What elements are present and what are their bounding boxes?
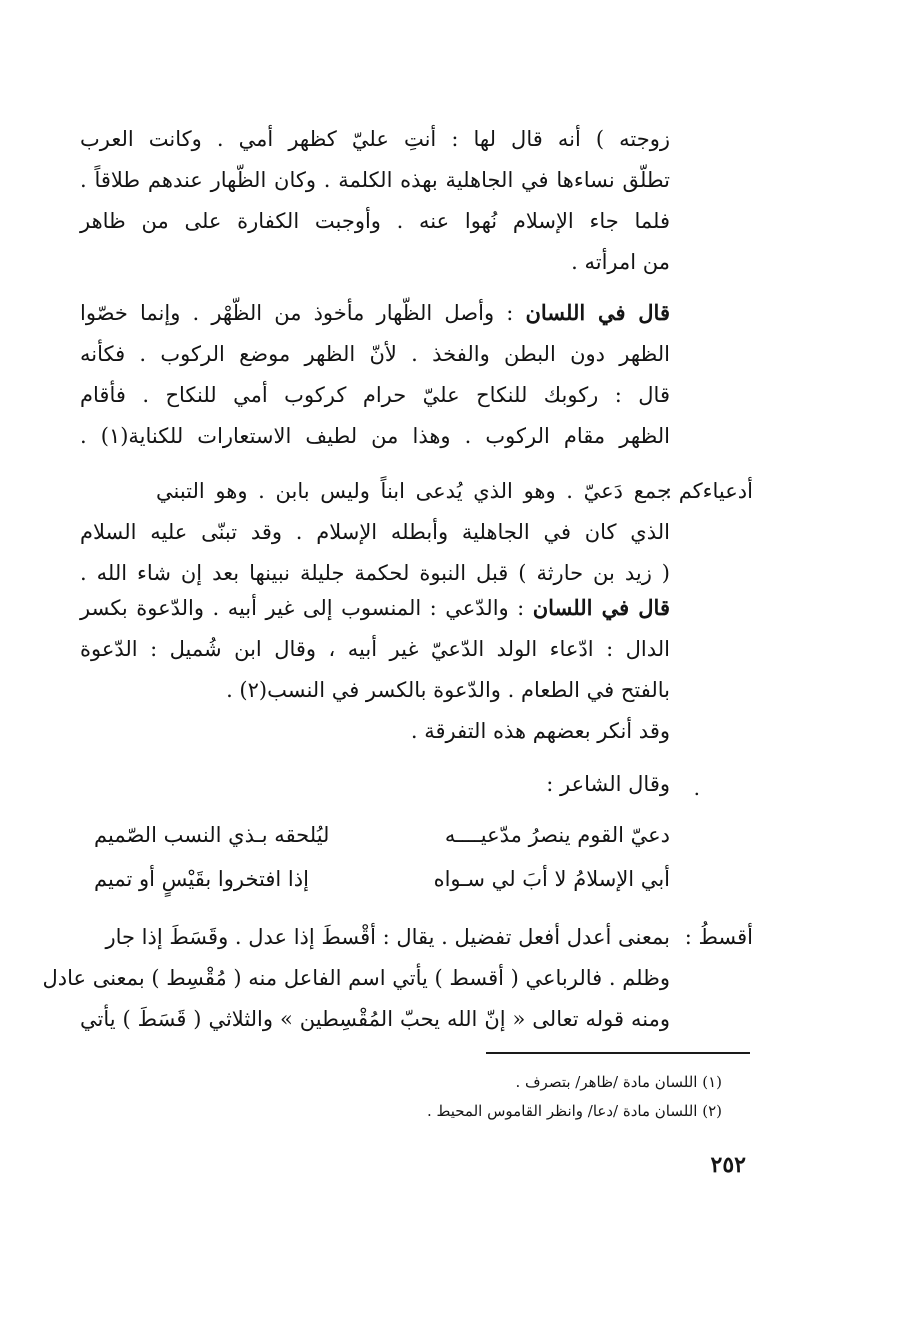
- footnote-divider: [486, 1052, 750, 1054]
- text-line: الذي كان في الجاهلية وأبطله الإسلام . وقد تبنّى عليه السلام: [80, 520, 670, 544]
- text-span: : والدّعي : المنسوب إلى غير أبيه . والدّعوة بكسر: [80, 596, 533, 620]
- verse-hemistich: ليُلحقه بـذي النسب الصّميم: [94, 823, 330, 847]
- text-line: وظلم . فالرباعي ( أقسط ) يأتي اسم الفاعل منه ( مُقْسِط ) بمعنى عادل: [42, 966, 670, 990]
- footnote-1: (١) اللسان مادة /ظاهر/ بتصرف .: [515, 1073, 722, 1091]
- text-line: جمع دَعيّ . وهو الذي يُدعى ابناً وليس بابن . وهو التبني: [156, 479, 670, 503]
- text-line: الظهر دون البطن والفخذ . لأنّ الظهر موضع الركوب . فكأنه: [80, 342, 670, 366]
- text-line: الظهر مقام الركوب . وهذا من لطيف الاستعارات للكناية(١) .: [80, 424, 670, 448]
- text-line: بالفتح في الطعام . والدّعوة بالكسر في النسب(٢) .: [226, 678, 670, 702]
- text-line: وقد أنكر بعضهم هذه التفرقة .: [410, 719, 670, 743]
- term-adiyaakum: أدعياءكم :: [664, 479, 753, 503]
- bullet-dot: .: [693, 776, 700, 800]
- lisan-heading: قال في اللسان: [525, 300, 670, 325]
- lisan-heading: قال في اللسان: [532, 595, 670, 620]
- text-line: [80, 593, 670, 623]
- text-line: من امرأته .: [571, 250, 670, 274]
- page-number: ٢٥٢: [710, 1152, 746, 1178]
- verse-hemistich: إذا افتخروا بقَيْسٍ أو تميم: [94, 867, 309, 891]
- text-line: الدال : ادّعاء الولد الدّعيّ غير أبيه ، وقال ابن شُميل : الدّعوة: [80, 637, 670, 661]
- text-line: [80, 298, 670, 328]
- verse-hemistich: أبي الإسلامُ لا أبَ لي سـواه: [433, 867, 670, 891]
- verse-hemistich: دعيّ القوم ينصرُ مدّعيــــه: [444, 823, 670, 847]
- footnote-2: (٢) اللسان مادة /دعا/ وانظر القاموس المحيط .: [426, 1102, 722, 1120]
- text-line: قال : ركوبك للنكاح عليّ حرام كركوب أمي للنكاح . فأقام: [80, 383, 670, 407]
- term-aqsat: أقسطُ :: [684, 925, 753, 949]
- text-line: تطلّق نساءها في الجاهلية بهذه الكلمة . وكان الظّهار عندهم طلاقاً .: [80, 168, 670, 192]
- text-line: فلما جاء الإسلام نُهوا عنه . وأوجبت الكفارة على من ظاهر: [80, 209, 670, 233]
- text-line: ( زيد بن حارثة ) قبل النبوة لحكمة جليلة نبينها بعد إن شاء الله .: [80, 561, 670, 585]
- text-line: زوجته ) أنه قال لها : أنتِ عليّ كظهر أمي . وكانت العرب: [80, 127, 670, 151]
- text-line: بمعنى أعدل أفعل تفضيل . يقال : أقْسطَ إذا عدل . وقَسَطَ إذا جار: [105, 925, 670, 949]
- text-span: : وأصل الظّهار مأخوذ من الظّهْر . وإنما خصّوا: [80, 301, 526, 325]
- text-line: ومنه قوله تعالى « إنّ الله يحبّ المُقْسِطين » والثلاثي ( قَسَطَ ) يأتي: [80, 1007, 670, 1031]
- poet-intro: وقال الشاعر :: [546, 772, 670, 796]
